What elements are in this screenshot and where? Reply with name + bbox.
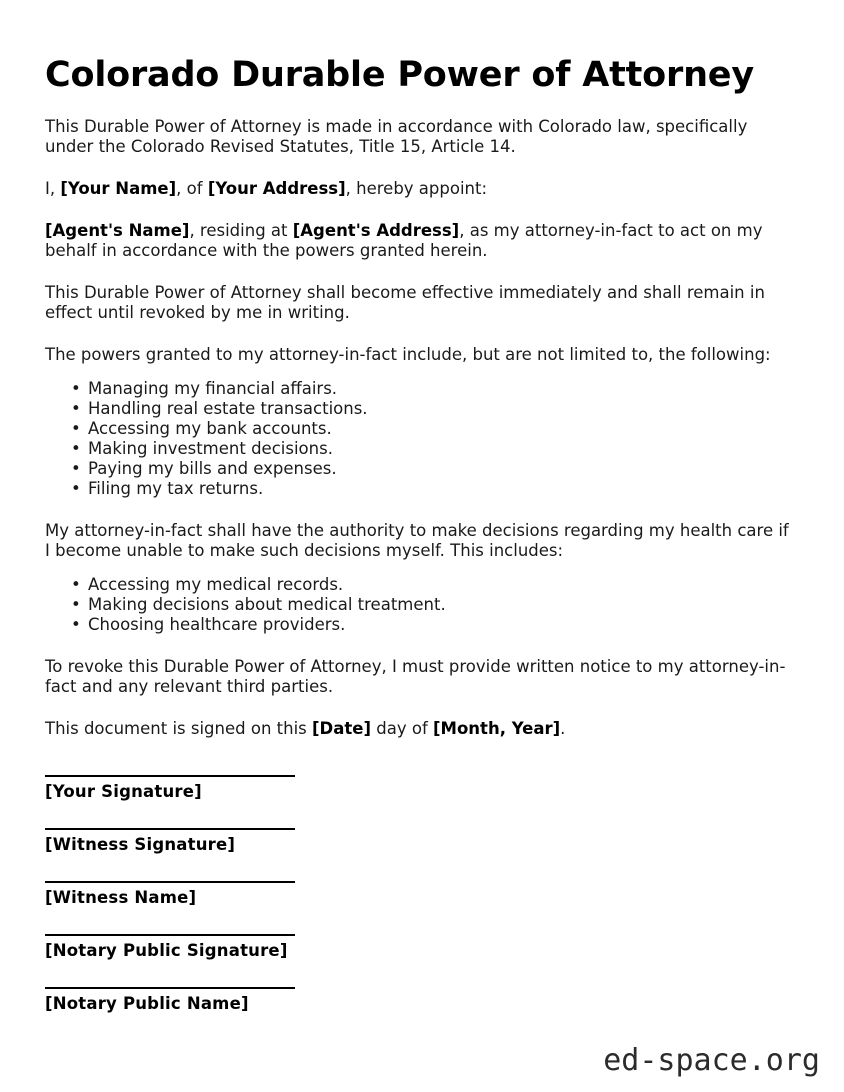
- text-run: day of: [371, 719, 434, 738]
- bullet-icon: •: [71, 399, 81, 418]
- signature-block: [45, 961, 797, 1014]
- list-item-label: Choosing healthcare providers.: [88, 615, 346, 634]
- list-item-label: Making investment decisions.: [88, 439, 333, 458]
- emphasis-placeholder: [Agent's Name]: [45, 221, 190, 240]
- list-item: [45, 399, 797, 419]
- emphasis-placeholder: [Agent's Address]: [292, 221, 460, 240]
- list-item: [45, 479, 797, 499]
- list-item: [45, 439, 797, 459]
- list-item: [45, 575, 797, 595]
- text-run: The powers granted to my attorney-in-fact include, but are not limited to, the following:: [45, 345, 771, 364]
- paragraph-intro: [45, 95, 797, 157]
- bullet-icon: •: [71, 439, 81, 458]
- bullet-icon: •: [71, 459, 81, 478]
- signature-block: [45, 908, 797, 961]
- bullet-icon: •: [71, 595, 81, 614]
- paragraph-health-lead: [45, 499, 797, 561]
- list-item-label: Filing my tax returns.: [88, 479, 264, 498]
- signature-label: [Notary Public Signature]: [45, 941, 288, 960]
- emphasis-placeholder: [Date]: [312, 719, 372, 738]
- list-item: [45, 595, 797, 615]
- paragraph-agent: [45, 199, 797, 261]
- list-item: [45, 379, 797, 399]
- bullet-icon: •: [71, 419, 81, 438]
- bullet-icon: •: [71, 479, 81, 498]
- signature-section: [45, 739, 797, 1014]
- bullet-icon: •: [71, 575, 81, 594]
- paragraph-signed-on: [45, 697, 797, 739]
- list-item-label: Accessing my medical records.: [88, 575, 344, 594]
- text-run: My attorney-in-fact shall have the authority to make decisions regarding my health care if I become unable to make such decisions myself. This includes:: [45, 521, 789, 560]
- text-run: This document is signed on this: [45, 719, 313, 738]
- text-run: I,: [45, 179, 61, 198]
- list-item: [45, 459, 797, 479]
- signature-label: [Notary Public Name]: [45, 994, 249, 1013]
- footer-watermark: ed-space.org: [603, 1043, 820, 1078]
- text-run: , of: [176, 179, 208, 198]
- emphasis-placeholder: [Your Name]: [60, 179, 177, 198]
- signature-label: [Your Signature]: [45, 782, 202, 801]
- powers-list: [45, 365, 797, 499]
- text-run: , residing at: [189, 221, 293, 240]
- bullet-icon: •: [71, 615, 81, 634]
- list-item: [45, 419, 797, 439]
- signature-block: [45, 802, 797, 855]
- list-item: [45, 615, 797, 635]
- health-care-list: [45, 561, 797, 635]
- paragraph-principal: [45, 157, 797, 199]
- paragraph-revocation: [45, 635, 797, 697]
- text-run: To revoke this Durable Power of Attorney, I must provide written notice to my attorney-in-fact and any relevant third parties.: [45, 657, 786, 696]
- bullet-icon: •: [71, 379, 81, 398]
- paragraph-effective: [45, 261, 797, 323]
- emphasis-placeholder: [Your Address]: [207, 179, 346, 198]
- list-item-label: Managing my financial affairs.: [88, 379, 338, 398]
- signature-block: [45, 855, 797, 908]
- signature-label: [Witness Name]: [45, 888, 197, 907]
- signature-block: [45, 739, 797, 802]
- text-run: This Durable Power of Attorney is made in accordance with Colorado law, specifically under the Colorado Revised Statutes, Title 15, Article 14.: [45, 117, 748, 156]
- emphasis-placeholder: [Month, Year]: [433, 719, 561, 738]
- text-run: , as my attorney-in-fact to act on my behalf in accordance with the powers granted herein.: [45, 221, 763, 260]
- page-title: Colorado Durable Power of Attorney: [45, 55, 754, 95]
- list-item-label: Accessing my bank accounts.: [88, 419, 332, 438]
- list-item-label: Paying my bills and expenses.: [88, 459, 337, 478]
- paragraph-powers-lead: [45, 323, 797, 365]
- text-run: This Durable Power of Attorney shall become effective immediately and shall remain in effect until revoked by me in writing.: [45, 283, 765, 322]
- text-run: .: [560, 719, 566, 738]
- signature-label: [Witness Signature]: [45, 835, 236, 854]
- text-run: , hereby appoint:: [345, 179, 488, 198]
- list-item-label: Handling real estate transactions.: [88, 399, 368, 418]
- list-item-label: Making decisions about medical treatment.: [88, 595, 446, 614]
- document-body: [45, 0, 797, 1014]
